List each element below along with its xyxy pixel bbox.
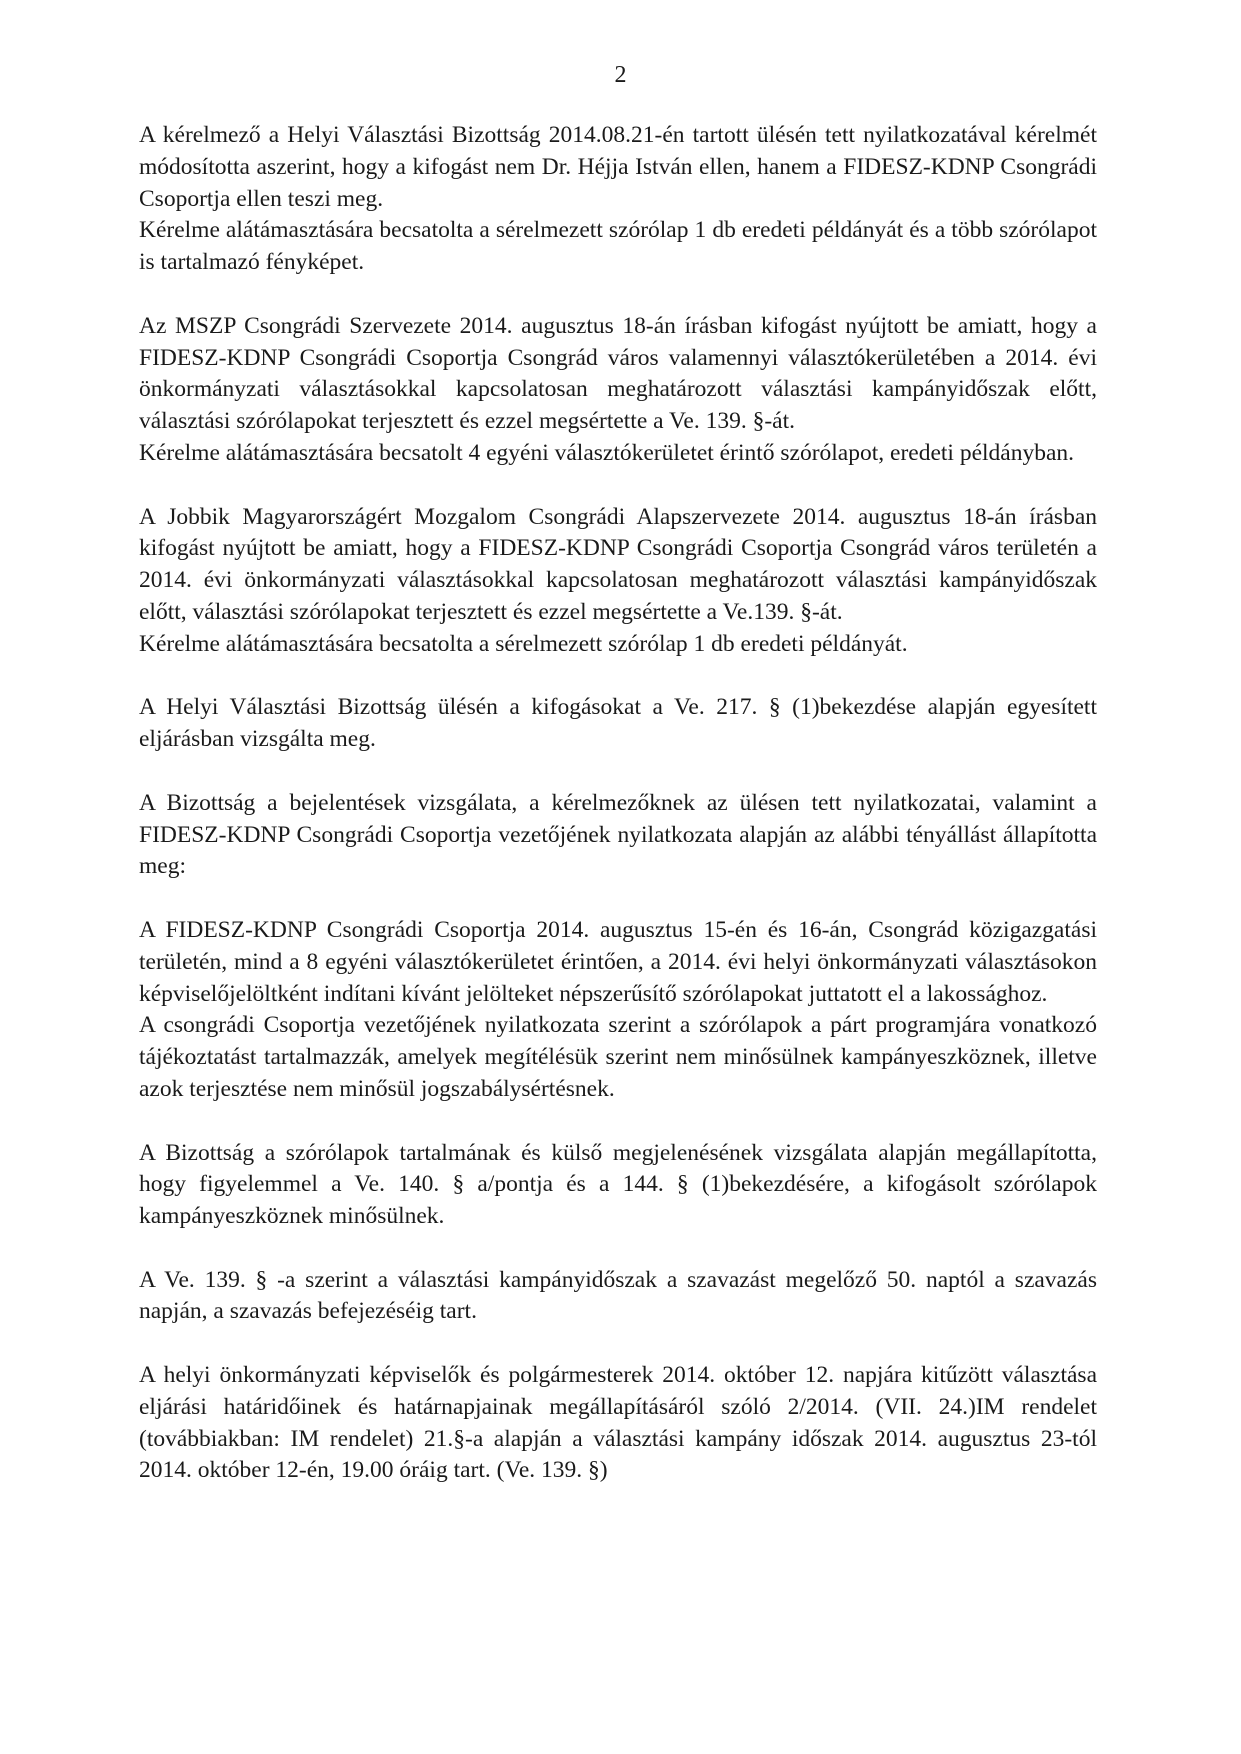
paragraph-jobbik-objection: A Jobbik Magyarországért Mozgalom Csongrádi Alapszervezete 2014. augusztus 18-án írásban kifogást nyújtott be amiatt, hogy a FIDESZ-KDNP Csongrádi Csoportja Csongrád város területén a 2014. évi önkormányzati választásokkal kapcsolatosan meghatározott választási kampányidőszak előtt, választási szórólapokat terjesztett és ezzel megsértette a Ve.139. §-át.: [139, 503, 1097, 625]
paragraph-facts-distribution: A FIDESZ-KDNP Csongrádi Csoportja 2014. augusztus 15-én és 16-án, Csongrád közigazgatási területén, mind a 8 egyéni választókerületet érintően, a 2014. évi helyi önkormányzati választásokon képviselőjelöltként indítani kívánt jelölteket népszerűsítő szórólapokat juttatott el a lakossághoz.: [139, 916, 1097, 1007]
paragraph-mszp-attachment: Kérelme alátámasztására becsatolt 4 egyéni választókerületet érintő szórólapot, eredeti példányban.: [139, 439, 1075, 466]
paragraph-im-decree: A helyi önkormányzati képviselők és polgármesterek 2014. október 12. napjára kitűzött választása eljárási határidőinek és határnapjainak megállapításáról szóló 2/2014. (VII. 24.)IM rendelet (továbbiakban: IM rendelet) 21.§-a alapján a választási kampány időszak 2014. augusztus 23-tól 2014. október 12-én, 19.00 óráig tart. (Ve. 139. §): [139, 1362, 1097, 1484]
paragraph-campaign-period-rule: A Ve. 139. § -a szerint a választási kampányidőszak a szavazást megelőző 50. naptól a szavazás napján, a szavazás befejezéséig tart.: [139, 1266, 1097, 1325]
paragraph-request-modification: A kérelmező a Helyi Választási Bizottság 2014.08.21-én tartott ülésén tett nyilatkozatával kérelmét módosította aszerint, hogy a kifogást nem Dr. Héjja István ellen, hanem a FIDESZ-KDNP Csongrádi Csoportja ellen teszi meg.: [139, 122, 1097, 212]
paragraph-facts-intro: A Bizottság a bejelentések vizsgálata, a kérelmezőknek az ülésen tett nyilatkozatai, valamint a FIDESZ-KDNP Csongrádi Csoportja vezetőjének nyilatkozata alapján az alábbi tényállást állapította meg:: [139, 789, 1097, 880]
paragraph-joint-procedure: A Helyi Választási Bizottság ülésén a kifogásokat a Ve. 217. § (1)bekezdése alapján egyesített eljárásban vizsgálta meg.: [139, 694, 1097, 753]
document-body: [139, 120, 1097, 1487]
paragraph-leader-statement: A csongrádi Csoportja vezetőjének nyilatkozata szerint a szórólapok a párt programjára vonatkozó tájékoztatást tartalmazzák, amelyek megítélésük szerint nem minősülnek kampányeszköznek, illetve azok terjesztése nem minősül jogszabálysértésnek.: [139, 1012, 1097, 1102]
paragraph-request-attachment: Kérelme alátámasztására becsatolta a sérelmezett szórólap 1 db eredeti példányát és a több szórólapot is tartalmazó fényképet.: [139, 217, 1097, 276]
paragraph-jobbik-attachment: Kérelme alátámasztására becsatolta a sérelmezett szórólap 1 db eredeti példányát.: [139, 630, 908, 657]
paragraph-committee-finding: A Bizottság a szórólapok tartalmának és külső megjelenésének vizsgálata alapján megállapította, hogy figyelemmel a Ve. 140. § a/pontja és a 144. § (1)bekezdésére, a kifogásolt szórólapok kampányeszköznek minősülnek.: [139, 1139, 1097, 1230]
page-number: 2: [614, 62, 627, 88]
paragraph-mszp-objection: Az MSZP Csongrádi Szervezete 2014. augusztus 18-án írásban kifogást nyújtott be amiatt, hogy a FIDESZ-KDNP Csongrádi Csoportja Csongrád város valamennyi választókerületében a 2014. évi önkormányzati választásokkal kapcsolatosan meghatározott választási kampányidőszak előtt, választási szórólapokat terjesztett és ezzel megsértette a Ve. 139. §-át.: [139, 312, 1097, 435]
